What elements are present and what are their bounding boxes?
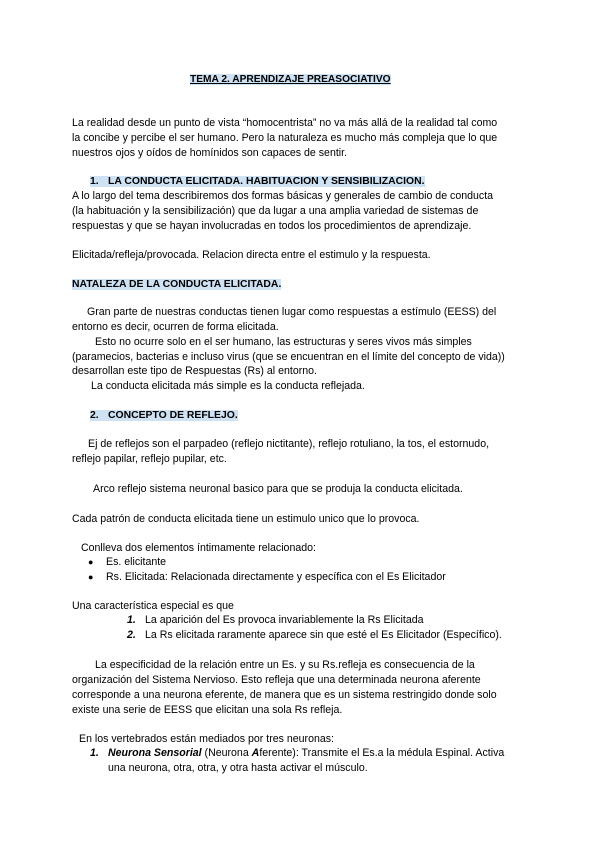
bullet-icon: ● bbox=[88, 572, 94, 582]
patron-line: Cada patrón de conducta elicitada tiene un estimulo unico que lo provoca. bbox=[72, 513, 420, 525]
naturaleza-line-5: desarrollan este tipo de Respuestas (Rs) al entorno. bbox=[72, 365, 317, 377]
especificidad-line-4: existe una serie de EESS que elicitan una sola Rs refleja. bbox=[72, 704, 343, 716]
page-title: TEMA 2. APRENDIZAJE PREASOCIATIVO bbox=[190, 74, 391, 85]
especificidad-line-1: La especificidad de la relación entre un Es. y su Rs.refleja es consecuencia de la bbox=[95, 659, 475, 671]
bullet-item: ● Es. elicitante bbox=[88, 556, 167, 568]
naturaleza-line-6: La conducta elicitada más simple es la conducta reflejada. bbox=[91, 380, 365, 392]
bullet-icon: ● bbox=[88, 557, 94, 567]
numbered-item: 2. La Rs elicitada raramente aparece sin que esté el Es Elicitador (Específico). bbox=[127, 629, 502, 641]
vertebrados-line: En los vertebrados están mediados por tres neuronas: bbox=[79, 733, 334, 745]
naturaleza-heading: NATALEZA DE LA CONDUCTA ELICITADA. bbox=[72, 279, 282, 290]
caracteristica-line: Una característica especial es que bbox=[72, 600, 234, 612]
naturaleza-line-1: Gran parte de nuestras conductas tienen lugar como respuestas a estímulo (EESS) del bbox=[87, 306, 497, 318]
section-1-heading: 1. LA CONDUCTA ELICITADA. HABITUACION Y SENSIBILIZACION. bbox=[90, 176, 425, 187]
intro-line-3: nuestros ojos y oídos de homínidos son capaces de sentir. bbox=[72, 147, 348, 159]
naturaleza-line-2: entorno es decir, ocurren de forma elicitada. bbox=[72, 321, 279, 333]
bullet-item: ● Rs. Elicitada: Relacionada directamente y específica con el Es Elicitador bbox=[88, 571, 446, 583]
numbered-item: 1. La aparición del Es provoca invariablemente la Rs Elicitada bbox=[127, 614, 424, 626]
naturaleza-line-4: (paramecios, bacterias e incluso virus (que se encuentran en el límite del concepto de vida)) bbox=[72, 351, 505, 363]
especificidad-line-3: corresponde a una neurona eferente, de manera que es un sistema restringido donde solo bbox=[72, 689, 497, 701]
examples-line-1: Ej de reflejos son el parpadeo (reflejo nictitante), reflejo rotuliano, la tos, el estornudo, bbox=[88, 438, 490, 450]
naturaleza-line-3: Esto no ocurre solo en el ser humano, las estructuras y seres vivos más simples bbox=[95, 336, 472, 348]
intro-line-2: la concibe y percibe el ser humano. Pero la naturaleza es mucho más compleja que lo que bbox=[72, 132, 498, 144]
examples-line-2: reflejo papilar, reflejo pupilar, etc. bbox=[72, 453, 227, 465]
elicitada-line: Elicitada/refleja/provocada. Relacion directa entre el estimulo y la respuesta. bbox=[72, 249, 431, 261]
conlleva-line: Conlleva dos elementos íntimamente relacionado: bbox=[81, 542, 316, 554]
neurona-item: 1. Neurona Sensorial (Neurona Aferente): Transmite el Es.a la médula Espinal. Activa bbox=[90, 747, 505, 759]
intro-line-1: La realidad desde un punto de vista “homocentrista” no va más allá de la realidad tal como bbox=[72, 117, 498, 129]
especificidad-line-2: organización del Sistema Nervioso. Esto refleja que una determinada neurona aferente bbox=[72, 674, 481, 686]
arco-line: Arco reflejo sistema neuronal basico para que se produja la conducta elicitada. bbox=[93, 483, 463, 495]
section-1-line-1: A lo largo del tema describiremos dos formas básicas y generales de cambio de conducta bbox=[72, 190, 494, 202]
section-1-line-3: respuestas y que se hayan involucradas en todos los procedimientos de aprendizaje. bbox=[72, 220, 472, 232]
section-2-heading: 2. CONCEPTO DE REFLEJO. bbox=[90, 410, 238, 421]
neurona-item-line-2: una neurona, otra, otra, y otra hasta activar el músculo. bbox=[108, 762, 368, 774]
section-1-line-2: (la habituación y la sensibilización) que da lugar a una amplia variedad de sistemas de bbox=[72, 205, 479, 217]
